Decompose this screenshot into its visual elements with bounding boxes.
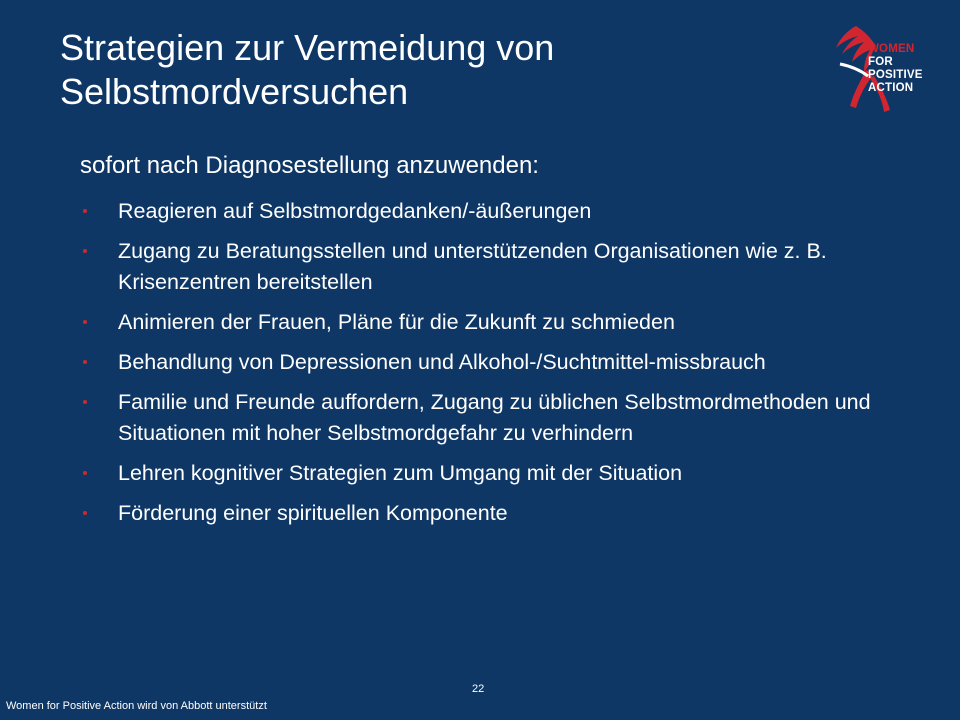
slide-title	[60, 26, 760, 114]
bullet-item	[80, 196, 900, 227]
bullet-dot-icon	[83, 400, 87, 404]
bullet-dot-icon	[83, 471, 87, 475]
bullet-text: Reagieren auf Selbstmordgedanken/-äußerungen	[118, 199, 592, 223]
bullet-text: Familie und Freunde auffordern, Zugang zu üblichen Selbstmordmethoden und Situationen mit hoher Selbstmordgefahr zu verhindern	[118, 390, 871, 445]
bullet-text: Förderung einer spirituellen Komponente	[118, 501, 508, 525]
bullet-text: Zugang zu Beratungsstellen und unterstützenden Organisationen wie z. B. Krisenzentren bereitstellen	[118, 239, 827, 294]
intro-text: sofort nach Diagnosestellung anzuwenden:	[80, 152, 539, 179]
bullet-item	[80, 387, 900, 449]
logo-line-action: ACTION	[868, 82, 914, 94]
bullet-dot-icon	[83, 511, 87, 515]
bullet-list	[80, 196, 900, 538]
bullet-dot-icon	[83, 360, 87, 364]
logo-line-positive: POSITIVE	[868, 69, 923, 81]
bullet-item	[80, 458, 900, 489]
logo-text	[868, 43, 923, 95]
logo-line-for: FOR	[868, 56, 893, 68]
logo-line-women: WOMEN	[868, 43, 915, 55]
ribbon-icon	[840, 64, 868, 76]
page-number: 22	[472, 683, 485, 695]
bullet-item	[80, 236, 900, 298]
bullet-item	[80, 347, 900, 378]
bullet-dot-icon	[83, 209, 87, 213]
bullet-dot-icon	[83, 320, 87, 324]
footer-text: Women for Positive Action wird von Abbott unterstützt	[6, 700, 267, 712]
bullet-text: Behandlung von Depressionen und Alkohol-/Suchtmittel-missbrauch	[118, 350, 766, 374]
bullet-item	[80, 307, 900, 338]
bullet-text: Lehren kognitiver Strategien zum Umgang mit der Situation	[118, 461, 683, 485]
slide-title-line-1: Strategien zur Vermeidung von	[60, 27, 555, 68]
bullet-dot-icon	[83, 249, 87, 253]
bullet-text: Animieren der Frauen, Pläne für die Zukunft zu schmieden	[118, 310, 675, 334]
slide-title-line-2: Selbstmordversuchen	[60, 71, 409, 112]
bullet-item	[80, 498, 900, 529]
